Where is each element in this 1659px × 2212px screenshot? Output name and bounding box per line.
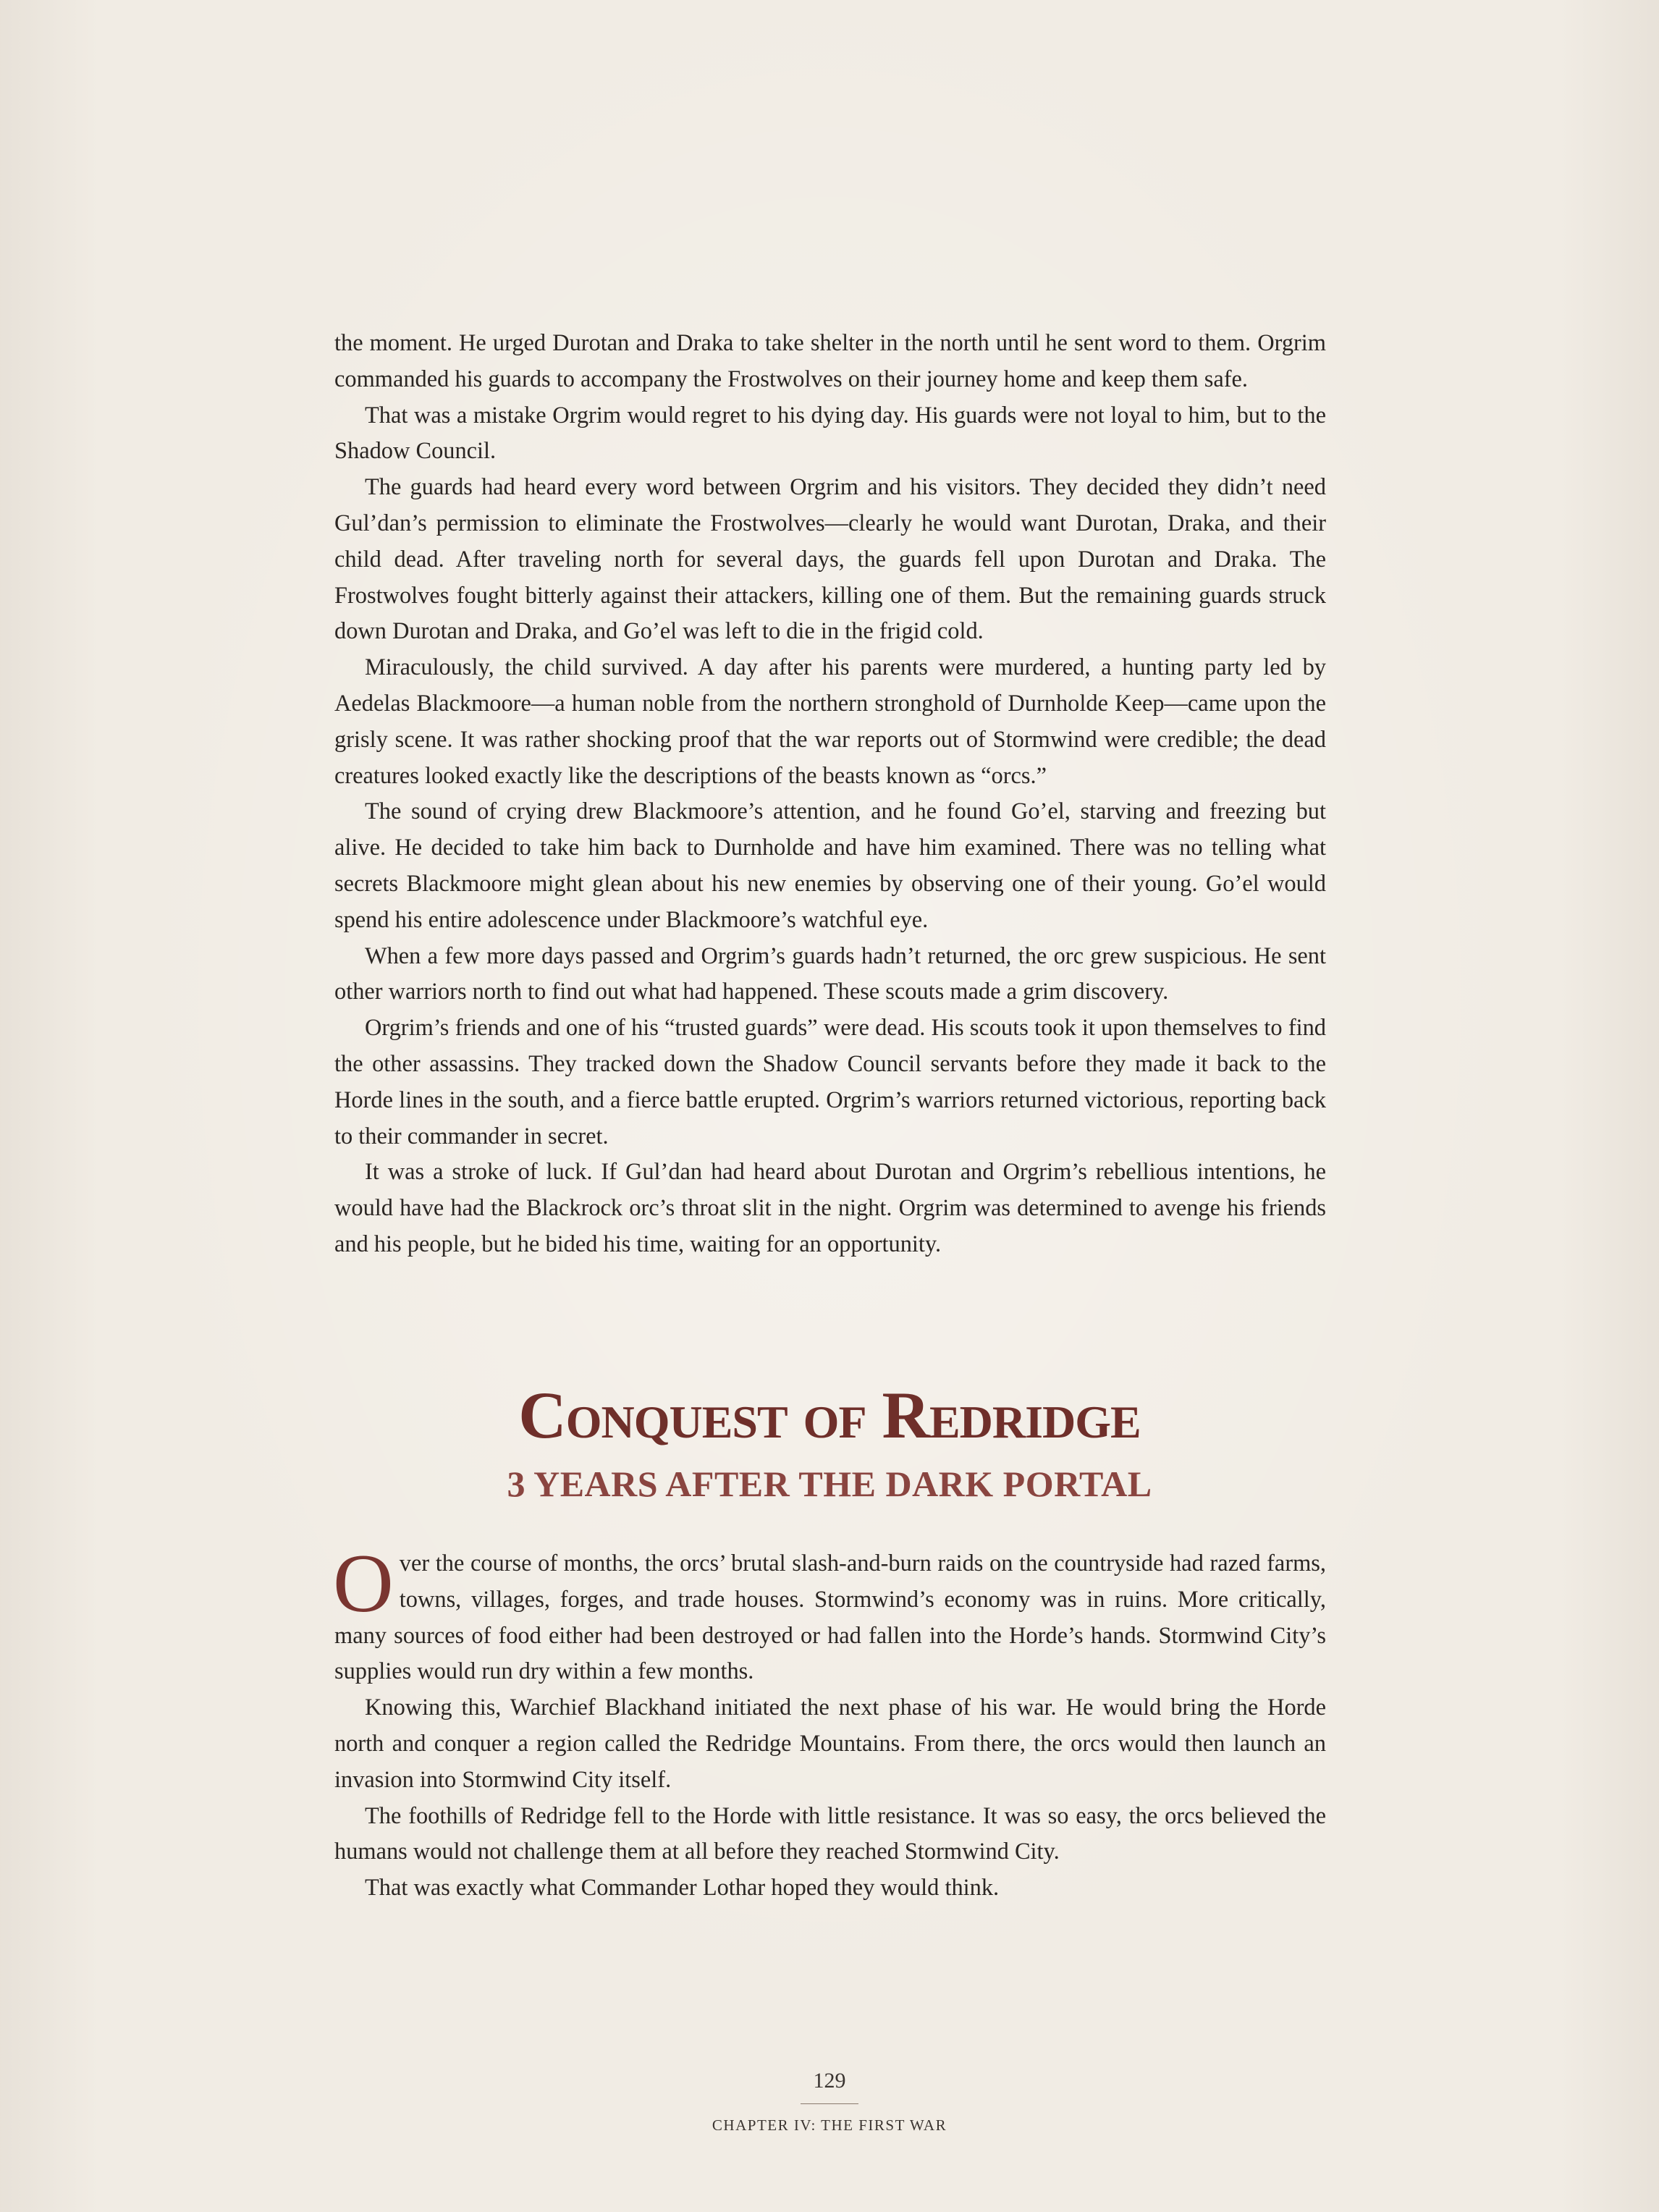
opening-paragraph-text: ver the course of months, the orcs’ brutal slash-and-burn raids on the countryside had razed farms, towns, villages, forges, and trade houses. Stormwind’s economy was in ruins. More critically, many sources of food either had been destroyed or had fallen into the Horde’s hands. Stormwind City’s supplies would run dry within a few months.: [334, 1550, 1326, 1685]
opening-paragraph: [333, 1537, 1326, 1690]
section-title: Conquest of Redridge: [518, 1378, 1141, 1452]
paragraph: Orgrim’s friends and one of his “trusted guards” were dead. His scouts took it upon themselves to find the other assassins. They tracked down the Shadow Council servants before they made it back to the Horde lines in the south, and a fierce battle erupted. Orgrim’s warriors returned victorious, reporting back to their commander in secret.: [334, 1015, 1326, 1149]
paragraph: The sound of crying drew Blackmoore’s attention, and he found Go’el, starving and freezing but alive. He decided to take him back to Durnholde and have him examined. There was no telling what secrets Blackmoore might glean about his new enemies by observing one of their young. Go’el would spend his entire adolescence under Blackmoore’s watchful eye.: [334, 798, 1326, 933]
paragraph: the moment. He urged Durotan and Draka to take shelter in the north until he sent word to them. Orgrim commanded his guards to accompany the Frostwolves on their journey home and keep them safe.: [334, 330, 1326, 392]
paragraph: Miraculously, the child survived. A day after his parents were murdered, a hunting party led by Aedelas Blackmoore—a human noble from the northern stronghold of Durnholde Keep—came upon the grisly scene. It was rather shocking proof that the war reports out of Stormwind were credible; the dead creatures looked exactly like the descriptions of the beasts known as “orcs.”: [334, 654, 1326, 789]
section-continued-text: [334, 326, 1326, 1263]
paragraph: Knowing this, Warchief Blackhand initiated the next phase of his war. He would bring the Horde north and conquer a region called the Redridge Mountains. From there, the orcs would then launch an invasion into Stormwind City itself.: [334, 1694, 1326, 1793]
paragraph: That was a mistake Orgrim would regret to his dying day. His guards were not loyal to him, but to the Shadow Council.: [334, 402, 1326, 465]
drop-cap: O: [333, 1537, 394, 1630]
section-subtitle: 3 YEARS AFTER THE DARK PORTAL: [507, 1464, 1152, 1504]
paragraph: The guards had heard every word between Orgrim and his visitors. They decided they didn’t need Gul’dan’s permission to eliminate the Frostwolves—clearly he would want Durotan, Draka, and their child dead. After traveling north for several days, the guards fell upon Durotan and Draka. The Frostwolves fought bitterly against their attackers, killing one of them. But the remaining guards struck down Durotan and Draka, and Go’el was left to die in the frigid cold.: [334, 474, 1326, 645]
page-number: 129: [813, 2069, 846, 2093]
section-body-text: [333, 1537, 1326, 1907]
paragraph: That was exactly what Commander Lothar hoped they would think.: [365, 1875, 1000, 1901]
footer-divider: [801, 2103, 858, 2104]
paragraph: It was a stroke of luck. If Gul’dan had heard about Durotan and Orgrim’s rebellious intentions, he would have had the Blackrock orc’s throat slit in the night. Orgrim was determined to avenge his friends and his people, but he bided his time, waiting for an opportunity.: [334, 1159, 1326, 1257]
chapter-footer: CHAPTER IV: THE FIRST WAR: [712, 2116, 947, 2134]
paragraph: When a few more days passed and Orgrim’s guards hadn’t returned, the orc grew suspicious. He sent other warriors north to find out what had happened. These scouts made a grim discovery.: [334, 942, 1326, 1005]
paragraph: The foothills of Redridge fell to the Horde with little resistance. It was so easy, the orcs believed the humans would not challenge them at all before they reached Stormwind City.: [334, 1802, 1326, 1865]
